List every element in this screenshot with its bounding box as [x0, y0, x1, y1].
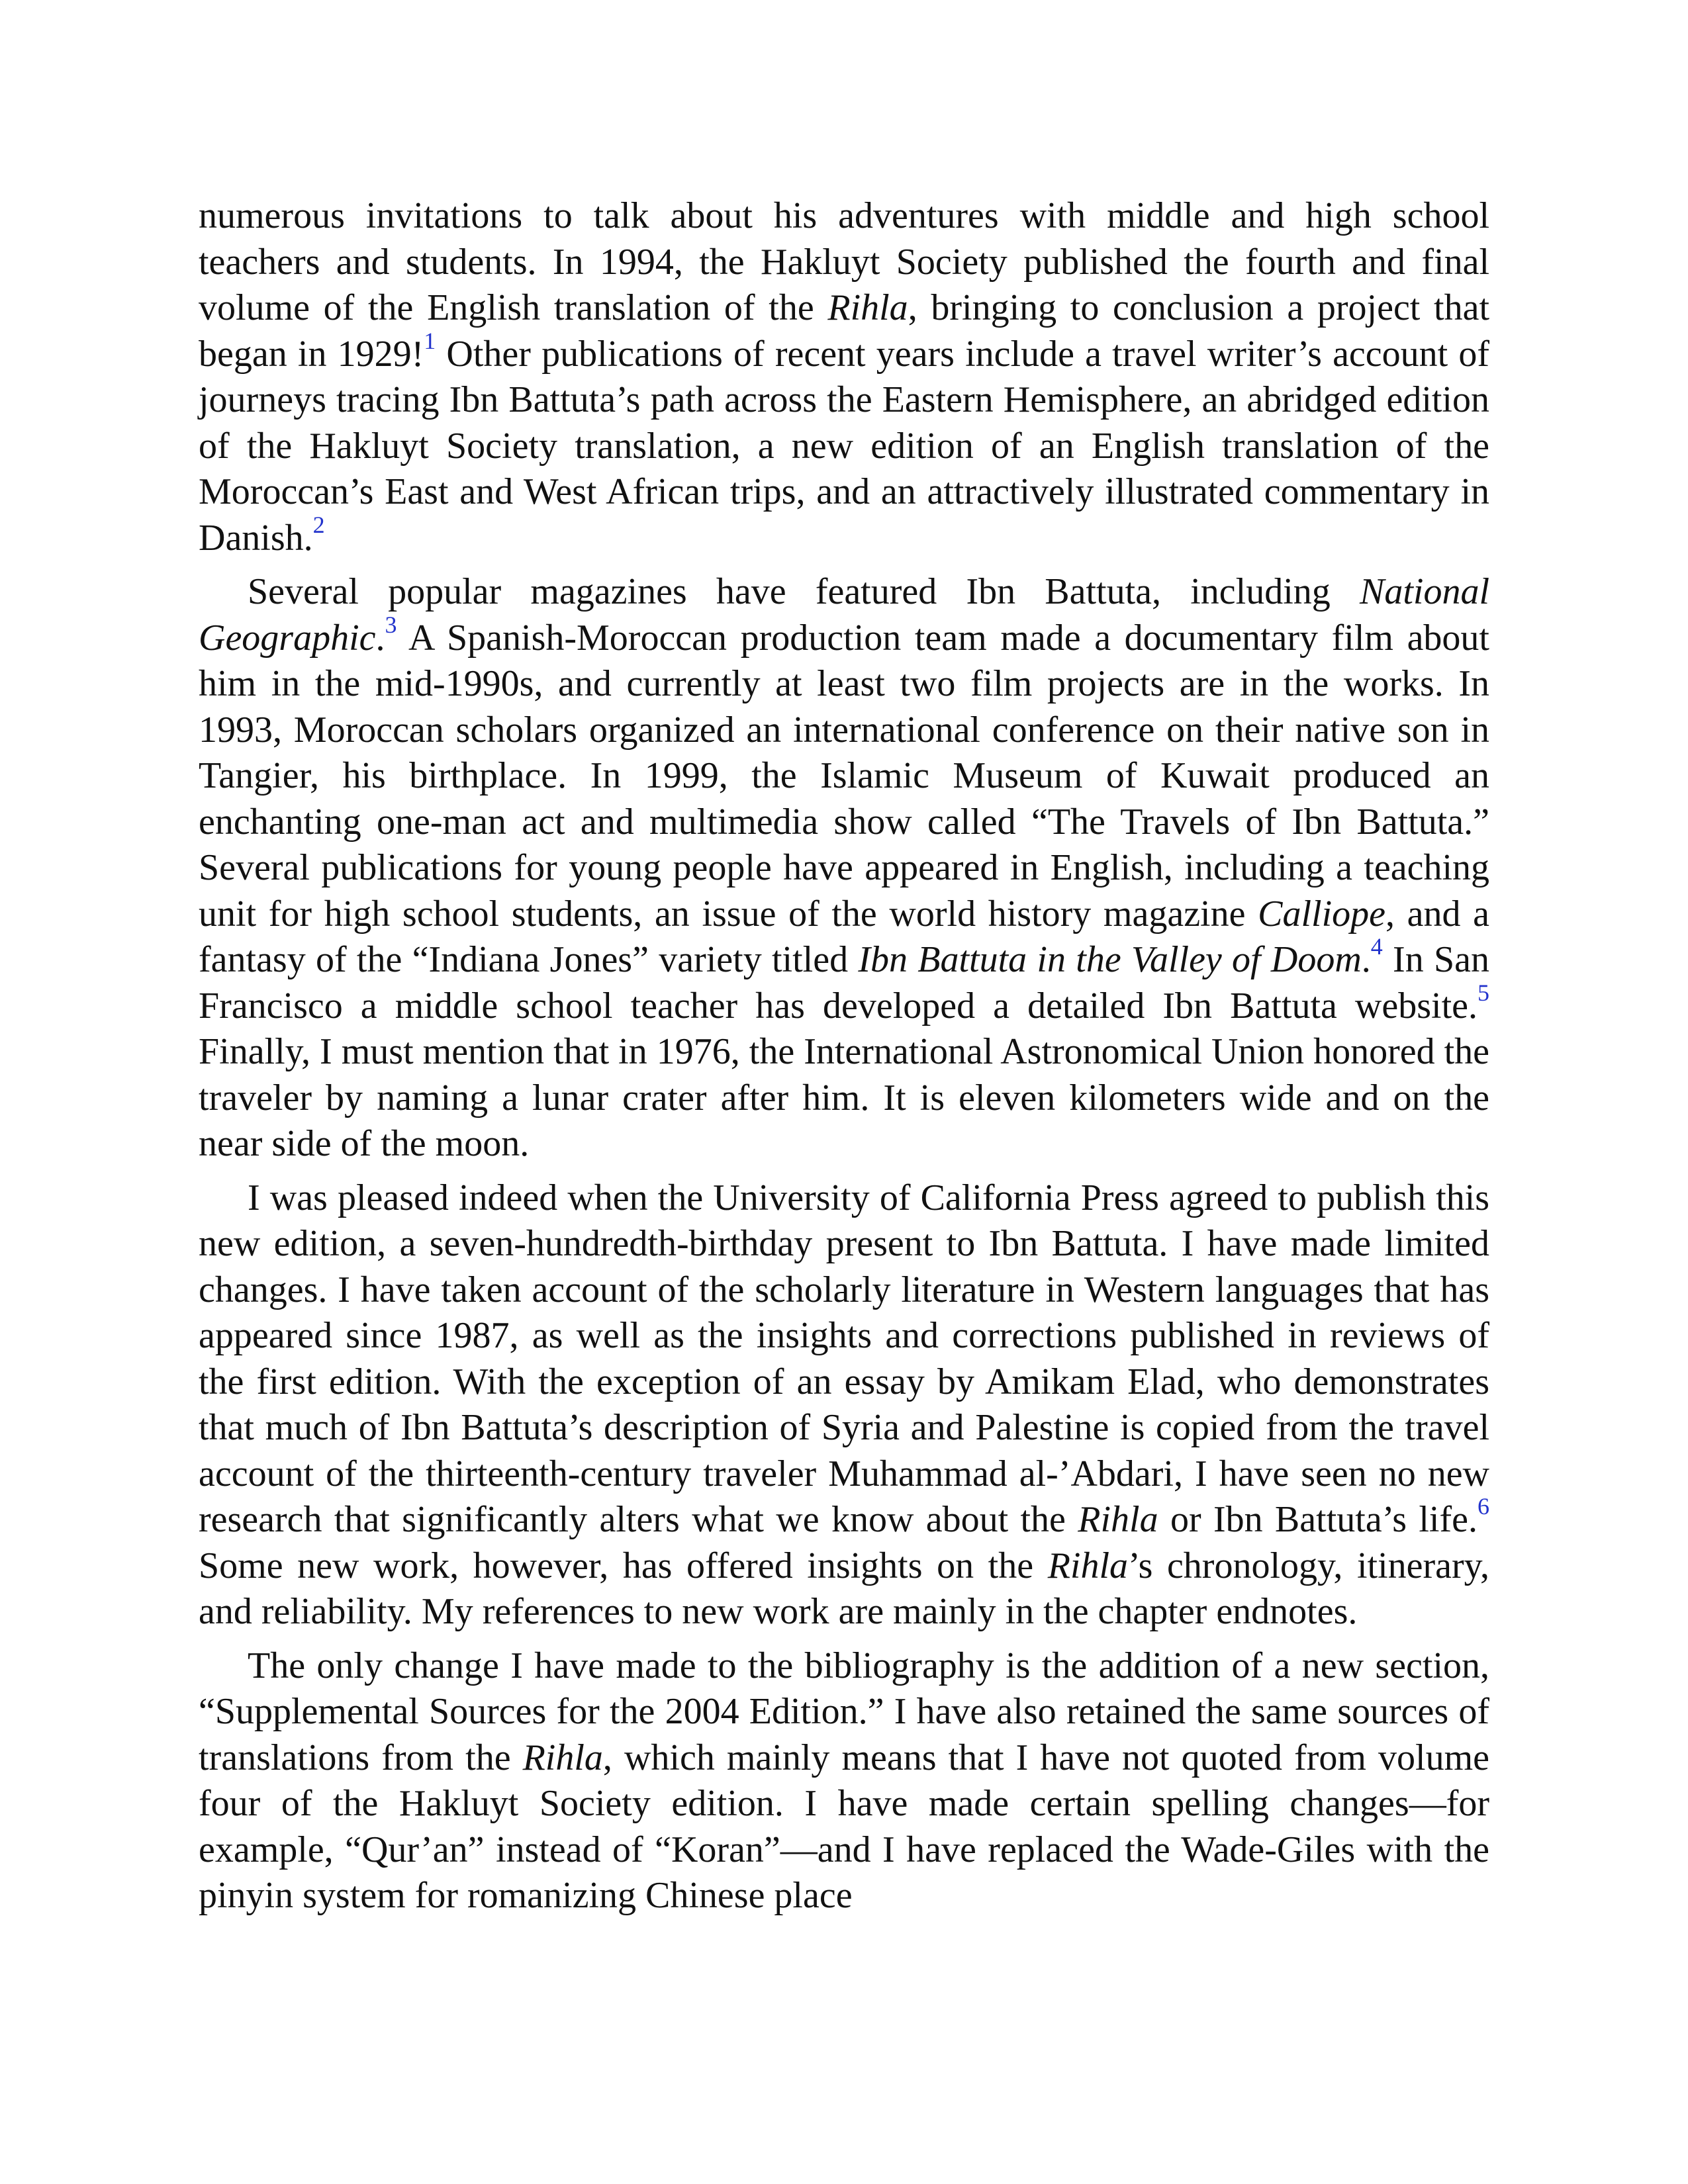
paragraph-text: , which mainly means that I have not quoted from volume four of the Hakluyt Society edition. I have made certain spelling changes—for example, “Qur’an” instead of “Koran”—and I have replaced the Wade-Giles with the pinyin system for romanizing Chinese place [199, 1737, 1489, 1916]
footnote-link-2[interactable]: 2 [312, 511, 325, 538]
page-body [199, 193, 1489, 1927]
paragraph-text: or Ibn Battuta’s life. [1158, 1499, 1477, 1540]
paragraph-text: Other publications of recent years include a travel writer’s account of journeys tracing Ibn Battuta’s path across the Eastern Hemisphere, an abridged edition of the Hakluyt Society translation, a new edition of an English translation of the Moroccan’s East and West African trips, and an attractively illustrated commentary in Danish. [199, 333, 1490, 559]
paragraph-text: . [1361, 939, 1371, 980]
book-title-valley-of-doom: Ibn Battuta in the Valley of Doom [858, 939, 1362, 980]
footnote-link-3[interactable]: 3 [385, 611, 397, 638]
paragraph-3 [199, 1175, 1489, 1635]
paragraph-text: A Spanish-Moroccan production team made a documentary film about him in the mid-1990s, and currently at least two film projects are in the works. In 1993, Moroccan scholars organized an international conference on their native son in Tangier, his birthplace. In 1999, the Islamic Museum of Kuwait produced an enchanting one-man act and multimedia show called “The Travels of Ibn Battuta.” Several publications for young people have appeared in English, including a teaching unit for high school students, an issue of the world history magazine [199, 617, 1489, 934]
paragraph-text: . [375, 617, 385, 659]
book-title-rihla: Rihla [1047, 1545, 1129, 1586]
footnote-link-5[interactable]: 5 [1477, 979, 1489, 1006]
paragraph-1 [199, 193, 1489, 561]
paragraph-text: , bringing to conclusion a project that began in 1929! [199, 287, 1490, 375]
paragraph-text: Finally, I must mention that in 1976, the International Astronomical Union honored the traveler by naming a lunar crater after him. It is eleven kilometers wide and on the near side of the moon. [199, 1031, 1489, 1164]
paragraph-text: , and a fantasy of the “Indiana Jones” variety titled [199, 893, 1489, 980]
book-title-rihla: Rihla [1078, 1499, 1158, 1540]
paragraph-text: ’s chronology, itinerary, and reliability. My references to new work are mainly in the chapter endnotes. [199, 1545, 1489, 1632]
paragraph-4 [199, 1643, 1489, 1919]
paragraph-text: In San Francisco a middle school teacher has developed a detailed Ibn Battuta website. [199, 939, 1489, 1026]
paragraph-text: numerous invitations to talk about his adventures with middle and high school teachers and students. In 1994, the Hakluyt Society published the fourth and final volume of the English translation of the [199, 195, 1489, 328]
paragraph-2 [199, 569, 1489, 1167]
footnote-link-1[interactable]: 1 [424, 327, 436, 354]
footnote-link-6[interactable]: 6 [1477, 1493, 1489, 1520]
footnote-link-4[interactable]: 4 [1370, 933, 1383, 960]
paragraph-text: I was pleased indeed when the University of California Press agreed to publish this new edition, a seven-hundredth-birthday present to Ibn Battuta. I have made limited changes. I have taken account of the scholarly literature in Western languages that has appeared since 1987, as well as the insights and corrections published in reviews of the first edition. With the exception of an essay by Amikam Elad, who demonstrates that much of Ibn Battuta’s description of Syria and Palestine is copied from the travel account of the thirteenth-century traveler Muhammad al-’Abdari, I have seen no new research that significantly alters what we know about the [199, 1177, 1489, 1540]
paragraph-text: The only change I have made to the bibliography is the addition of a new section, “Supplemental Sources for the 2004 Edition.” I have also retained the same sources of translations from the [199, 1645, 1489, 1778]
magazine-title-national-geographic: National Geographic [199, 571, 1489, 659]
paragraph-text: Several popular magazines have featured Ibn Battuta, including [248, 571, 1360, 612]
book-title-rihla: Rihla [522, 1737, 603, 1778]
magazine-title-calliope: Calliope [1258, 893, 1385, 934]
paragraph-text: Some new work, however, has offered insights on the [199, 1545, 1048, 1586]
book-title-rihla: Rihla [827, 287, 908, 328]
